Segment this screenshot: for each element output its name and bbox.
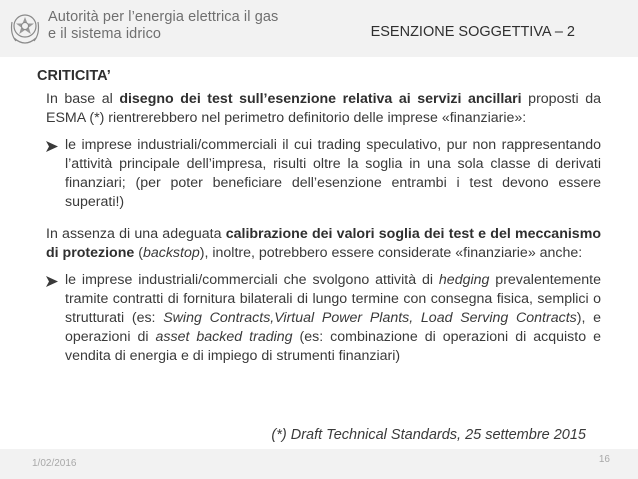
- bullet2-italic-2: Swing Contracts,Virtual Power Plants, Load Serving Contracts: [163, 309, 577, 326]
- bullet-hedging: [46, 271, 601, 366]
- arrow-bullet-icon: [46, 271, 60, 287]
- para2-bold-1: calibrazione dei valori soglia dei test e del meccanismo di protezione: [46, 225, 601, 261]
- footer-date: 1/02/2016: [32, 458, 77, 469]
- page-number: 16: [598, 454, 610, 465]
- para2-text-2: (: [134, 244, 143, 261]
- bullet-speculative-trading: [46, 136, 601, 212]
- paragraph-esma-tests: [46, 90, 601, 128]
- footer-band: [0, 449, 638, 479]
- footnote: (*) Draft Technical Standards, 25 settembre 2015: [271, 427, 586, 443]
- bullet2-italic-3: asset backed trading: [155, 329, 293, 346]
- slide-title: ESENZIONE SOGGETTIVA – 2: [370, 24, 575, 40]
- para1-bold-1: disegno dei test sull’esenzione relativa ai servizi ancillari: [119, 91, 522, 107]
- arrow-bullet-icon: [46, 136, 60, 152]
- authority-name-line1: Autorità per l’energia elettrica il gas: [48, 9, 279, 25]
- bullet2-text-2: prevalentemente tramite contratti di fornitura bilaterali di lungo termine con consegna fisica, semplici o strutturati (es:: [65, 271, 601, 326]
- para1-text-1: In base al: [46, 91, 120, 107]
- authority-name-line2: e il sistema idrico: [48, 26, 162, 42]
- slide-body: [46, 90, 601, 366]
- para1-text-2: proposti da ESMA (*) rientrerebbero nel perimetro definitorio delle imprese «finanziarie»:: [46, 91, 601, 127]
- italian-republic-emblem-icon: [8, 8, 42, 48]
- para2-text-3: ), inoltre, potrebbero essere considerate «finanziarie» anche:: [199, 244, 583, 261]
- paragraph-backstop: [46, 225, 601, 263]
- para2-text-1: In assenza di una adeguata: [46, 225, 226, 242]
- bullet2-text-4: (es: combinazione di operazioni di acquisto e vendita di energia e di impiego di strumenti finanziari): [65, 329, 601, 365]
- section-heading: CRITICITA’: [37, 68, 111, 84]
- header-divider: [0, 57, 638, 59]
- bullet2-text-1: le imprese industriali/commerciali che svolgono attività di: [65, 271, 439, 288]
- bullet2-italic-1: hedging: [438, 271, 490, 288]
- bullet2-text-3: ), e operazioni di: [65, 309, 602, 346]
- authority-name: [48, 9, 278, 43]
- bullet1-text: le imprese industriali/commerciali il cui trading speculativo, pur non rappresentando l’attività principale dell’impresa, risulti oltre la soglia in una sola classe di derivati finanziari; (per poter beneficiare dell’esenzione entrambi i test devono essere superati!): [65, 137, 601, 211]
- para2-italic-1: backstop: [142, 244, 200, 261]
